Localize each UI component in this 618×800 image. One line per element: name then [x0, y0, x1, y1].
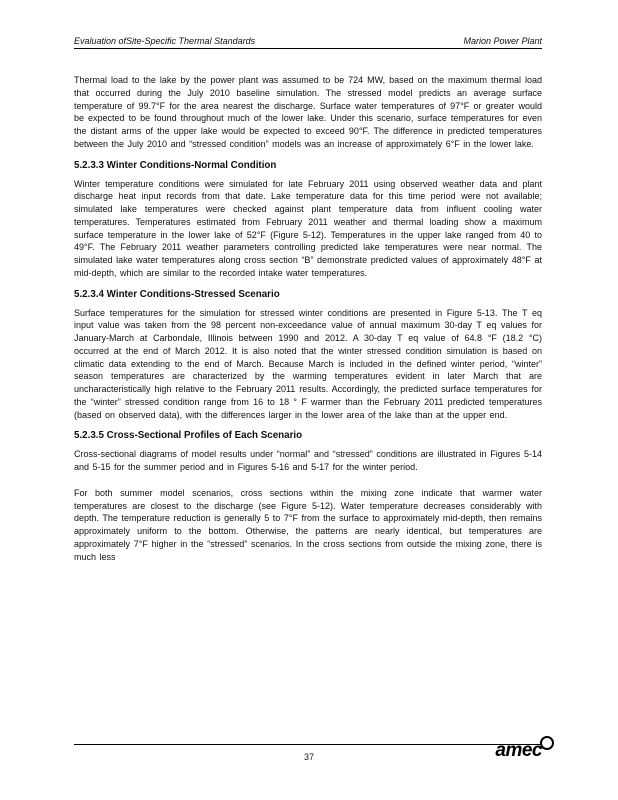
- section-heading-winter-stressed: 5.2.3.4 Winter Conditions-Stressed Scenario: [74, 288, 280, 300]
- header-title: Evaluation ofSite-Specific Thermal Standards: [74, 36, 256, 46]
- logo-text: amec: [495, 740, 542, 761]
- logo-mark-icon: [540, 736, 554, 750]
- section-paragraph: Cross-sectional diagrams of model results under “normal” and “stressed” conditions are illustrated in Figures 5-14 and 5-15 for the summer period and in Figures 5-16 and 5-17 for the winter period.: [74, 449, 542, 472]
- running-header: [74, 36, 542, 49]
- section-paragraph: Winter temperature conditions were simulated for late February 2011 using observed weather data and plant discharge heat input records from that date. Lake temperature data for this time period were not available; simulated lake temperatures were checked against plant temperature data from influent cooling water temperatures. Temperatures estimated from February 2011 weather and thermal loading show a maximum surface temperature in the lower lake of 52°F (Figure 5-12). Temperatures in the upper lake ranged from 40 to 49°F. The February 2011 weather parameters controlling predicted lake temperatures were near normal. The simulated lake water temperatures along cross section “B” demonstrate predicted values of approximately 48°F at mid-depth, which are similar to the recorded intake water temperatures.: [74, 178, 542, 278]
- section-heading-winter-normal: 5.2.3.3 Winter Conditions-Normal Condition: [74, 159, 277, 171]
- page-number: 37: [303, 752, 314, 762]
- section-paragraph: For both summer model scenarios, cross sections within the mixing zone indicate that warmer water temperatures are closest to the discharge (see Figure 5-12). Water temperature decreases considerably with depth. The temperature reduction is generally 5 to 7°F from the surface to approximately mid-depth, then remains approximately uniform to the bottom. Otherwise, the patterns are nearly identical, but temperatures are approximately 7°F higher in the “stressed” scenarios. In the cross sections from outside the mixing zone, there is much less: [74, 487, 542, 562]
- section-paragraph: Surface temperatures for the simulation for stressed winter conditions are presented in Figure 5-13. The T eq input value was taken from the 98 percent non-exceedance value of annual maximum 30-day T eq values for January-March at Carbondale, Illinois between 1990 and 2012. A 30-day T eq value of 64.8 °F (18.2 °C) occurred at the end of March 2012. It is also noted that the winter stressed condition simulation is based on climatic data extending to the end of March. Because March is included in the defined winter period, “winter” season temperatures are characterized by the warming temperatures evident in later March that are uncharacteristically high relative to the February 2011 results. Accordingly, the predicted surface temperatures for the “winter” stressed condition range from 16 to 18 ° F warmer than the February 2011 predicted temperatures (based on observed data), with the differences larger in the lower area of the lake than at the upper end.: [74, 307, 542, 420]
- section-heading-cross-sectional: 5.2.3.5 Cross-Sectional Profiles of Each Scenario: [74, 430, 303, 442]
- footer-rule: [74, 744, 542, 745]
- header-project: Marion Power Plant: [463, 36, 542, 46]
- company-logo: [495, 740, 556, 762]
- intro-paragraph: Thermal load to the lake by the power plant was assumed to be 724 MW, based on the maximum thermal load that occurred during the July 2010 baseline simulation. The stressed model predicts an average surface temperature of 99.7°F for the area nearest the discharge. Surface water temperatures of 97°F or greater would be expected to be found throughout much of the lower lake. Under this scenario, surface temperatures for even the distant arms of the upper lake would be expected to exceed 90°F. The difference in predicted temperatures between the July 2010 and “stressed condition” models was an increase of approximately 6°F in the lower lake.: [74, 75, 542, 149]
- page-body: [74, 74, 542, 563]
